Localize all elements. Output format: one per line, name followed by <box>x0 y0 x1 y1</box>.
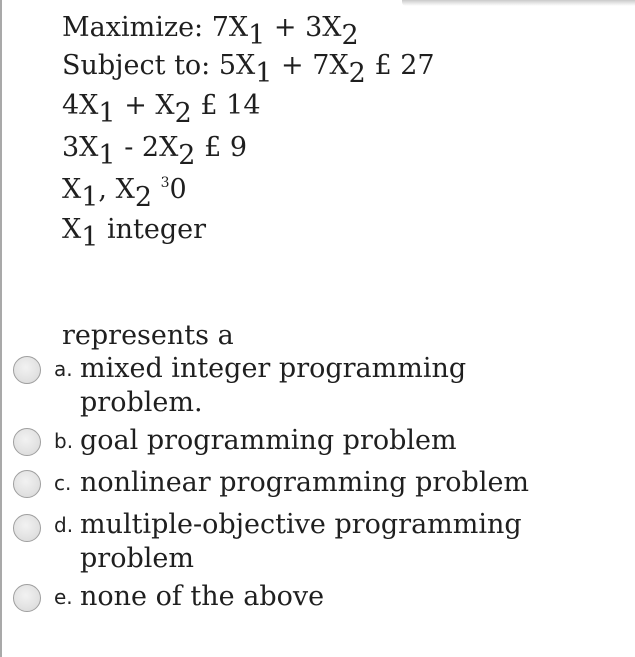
subscript: 2 <box>134 182 152 213</box>
option-text-continued: problem <box>80 543 194 574</box>
bound-value: 0 <box>169 174 187 205</box>
objective-prefix: Maximize: 7X <box>62 12 249 43</box>
question-block <box>54 10 622 620</box>
spacer <box>62 250 622 318</box>
nonnegativity-line <box>62 170 622 213</box>
option-text: nonlinear programming problem <box>80 467 530 498</box>
option-letter: d. <box>54 513 74 537</box>
radio-button-b[interactable] <box>13 428 41 456</box>
subscript: 1 <box>81 222 99 253</box>
option-text: goal programming problem <box>80 425 457 456</box>
constraint-line-3 <box>62 128 622 171</box>
option-text: mixed integer programming <box>80 353 467 384</box>
constraint-prefix: Subject to: 5X <box>62 50 256 81</box>
top-shadow <box>402 0 635 6</box>
option-letter: c. <box>54 471 72 495</box>
constraint-mid: - 2X <box>124 132 179 163</box>
radio-button-c[interactable] <box>13 470 41 498</box>
integer-line <box>62 210 622 253</box>
radio-button-d[interactable] <box>13 514 41 542</box>
constraint-prefix: 4X <box>62 90 99 121</box>
objective-mid: + 3X <box>273 12 342 43</box>
constraint-relation: £ 27 <box>374 50 435 81</box>
subscript: 2 <box>174 98 192 129</box>
symbol-glyph: 3 <box>160 175 170 191</box>
option-c[interactable] <box>0 466 560 508</box>
objective-line <box>62 8 622 51</box>
represents-text: represents a <box>62 320 234 351</box>
subscript: 1 <box>255 58 273 89</box>
constraint-mid: + 7X <box>281 50 349 81</box>
option-text-continued: problem. <box>80 387 203 418</box>
option-letter: e. <box>54 585 73 609</box>
subscript: 2 <box>341 20 359 51</box>
option-text: none of the above <box>80 581 325 612</box>
subscript: 1 <box>81 182 99 213</box>
option-d[interactable] <box>0 508 560 580</box>
constraint-relation: £ 9 <box>204 132 248 163</box>
variable-separator: , X <box>98 174 135 205</box>
subscript: 1 <box>98 140 116 171</box>
option-b[interactable] <box>0 424 560 466</box>
radio-button-a[interactable] <box>13 356 41 384</box>
option-e[interactable] <box>0 580 560 620</box>
options-list <box>0 352 560 620</box>
constraint-mid: + X <box>124 90 175 121</box>
option-a[interactable] <box>0 352 560 424</box>
constraint-line-1 <box>62 46 622 89</box>
constraint-line-2 <box>62 86 622 129</box>
option-letter: b. <box>54 429 74 453</box>
variable: X <box>62 214 82 245</box>
subscript: 2 <box>178 140 196 171</box>
integer-label: integer <box>107 214 207 245</box>
constraint-prefix: 3X <box>62 132 99 163</box>
constraint-relation: £ 14 <box>200 90 261 121</box>
radio-button-e[interactable] <box>13 584 41 612</box>
variable: X <box>62 174 82 205</box>
option-letter: a. <box>54 357 73 381</box>
subscript: 1 <box>98 98 116 129</box>
option-text: multiple-objective programming <box>80 509 522 540</box>
subscript: 1 <box>248 20 266 51</box>
subscript: 2 <box>348 58 366 89</box>
